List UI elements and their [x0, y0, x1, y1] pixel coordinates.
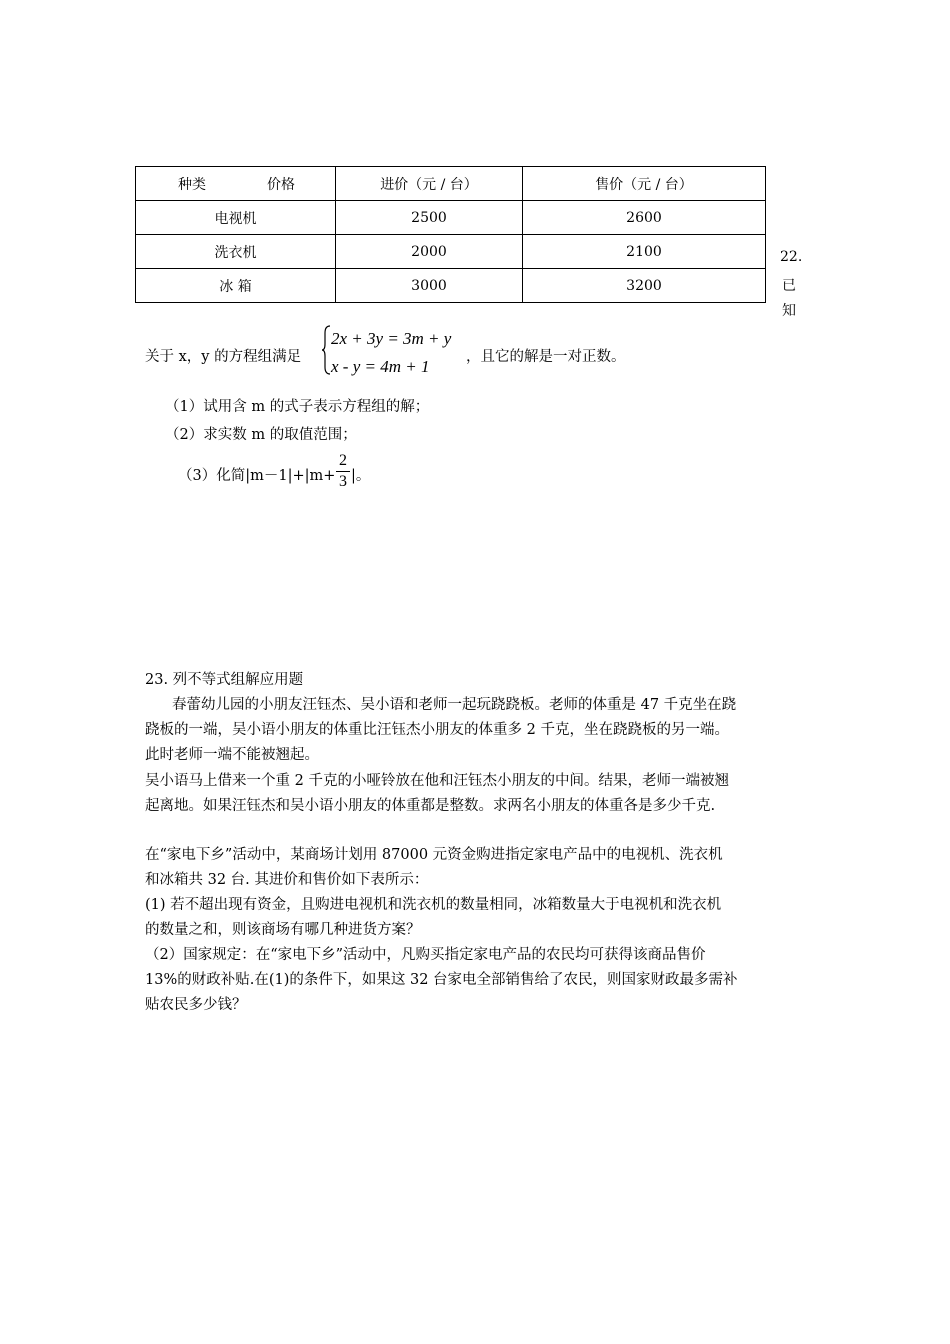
row-name: 电视机 — [136, 201, 336, 235]
row-name: 冰 箱 — [136, 269, 336, 303]
equation-1: 2x + 3y = 3m + y — [331, 329, 452, 348]
q24-line-2: 和冰箱共 32 台. 其进价和售价如下表所示： — [145, 872, 429, 888]
header-cost: 进价（元 / 台） — [336, 167, 523, 201]
equation-brace-icon — [321, 325, 331, 375]
row-cost: 2500 — [336, 201, 523, 235]
table-row — [136, 235, 766, 269]
q24-line-6: 13%的财政补贴.在(1)的条件下，如果这 32 台家电全部销售给了农民，则国家财政最多需补 — [145, 972, 738, 988]
q24-line-5: （2）国家规定：在“家电下乡”活动中，凡购买指定家电产品的农民均可获得该商品售价 — [145, 947, 706, 963]
q24-line-7: 贴农民多少钱？ — [145, 997, 247, 1013]
q22-side-char-1: 已 — [782, 278, 796, 294]
equation-2: x - y = 4m + 1 — [331, 357, 430, 376]
fraction-bar — [336, 471, 350, 472]
q23-line-3: 此时老师一端不能被翘起。 — [145, 747, 319, 763]
row-sale: 2100 — [523, 235, 766, 269]
q23-line-5: 起离地。如果汪钰杰和吴小语小朋友的体重都是整数。求两名小朋友的体重各是多少千克. — [145, 798, 716, 814]
q23-line-4: 吴小语马上借来一个重 2 千克的小哑铃放在他和汪钰杰小朋友的中间。结果，老师一端被翘 — [145, 773, 729, 789]
q24-line-4: 的数量之和，则该商场有哪几种进货方案？ — [145, 922, 421, 938]
row-name: 洗衣机 — [136, 235, 336, 269]
q22-part-1: （1）试用含 m 的式子表示方程组的解； — [165, 399, 430, 415]
header-price: 价格 — [267, 176, 295, 193]
fraction-denominator: 3 — [339, 473, 347, 490]
header-sale: 售价（元 / 台） — [523, 167, 766, 201]
row-cost: 3000 — [336, 269, 523, 303]
q24-line-3: (1) 若不超出现有资金，且购进电视机和洗衣机的数量相同，冰箱数量大于电视机和洗衣机 — [145, 897, 722, 913]
fraction-numerator: 2 — [339, 452, 347, 469]
table-row — [136, 269, 766, 303]
q23-line-2: 跷板的一端，吴小语小朋友的体重比汪钰杰小朋友的体重多 2 千克，坐在跷跷板的另一端。 — [145, 722, 729, 738]
header-kind: 种类 — [178, 176, 206, 193]
q24-line-1: 在“家电下乡”活动中，某商场计划用 87000 元资金购进指定家电产品中的电视机、洗衣机 — [145, 847, 723, 863]
fraction-two-thirds — [336, 452, 350, 491]
price-table — [135, 166, 766, 303]
table-row — [136, 201, 766, 235]
row-sale: 3200 — [523, 269, 766, 303]
row-cost: 2000 — [336, 235, 523, 269]
q22-part-3-tail: |。 — [351, 468, 371, 484]
q22-part-3: （3）化简|m－1|+|m+ — [178, 468, 336, 484]
row-sale: 2600 — [523, 201, 766, 235]
header-kind-price-cell — [136, 167, 336, 201]
q22-intro-tail: ，且它的解是一对正数。 — [466, 349, 626, 365]
q22-number: 22. — [780, 249, 803, 265]
q23-title: 23. 列不等式组解应用题 — [145, 672, 304, 688]
q22-side-char-2: 知 — [782, 303, 796, 319]
q22-intro: 关于 x，y 的方程组满足 — [145, 349, 302, 365]
table-header-row — [136, 167, 766, 201]
q23-line-1: 春蕾幼儿园的小朋友汪钰杰、吴小语和老师一起玩跷跷板。老师的体重是 47 千克坐在跷 — [172, 697, 737, 713]
q22-part-2: （2）求实数 m 的取值范围； — [165, 427, 357, 443]
